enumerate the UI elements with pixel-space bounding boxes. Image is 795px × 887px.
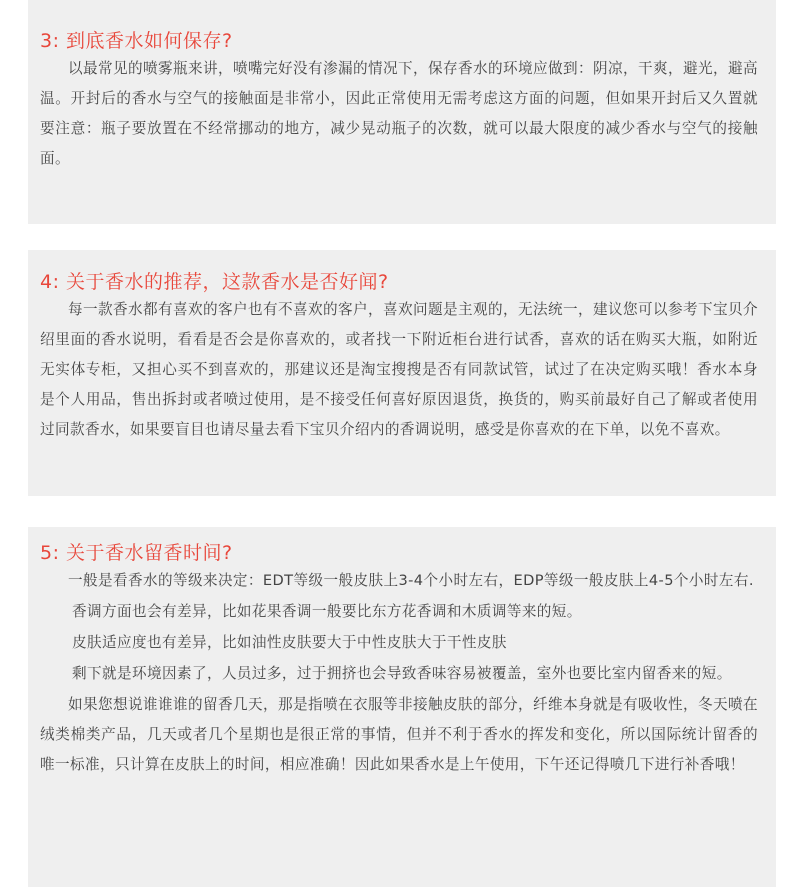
faq-section-storage — [28, 0, 776, 224]
section-paragraph: 剩下就是环境因素了，人员过多，过于拥挤也会导致香味容易被覆盖，室外也要比室内留香来的短。 — [72, 665, 732, 682]
section-paragraph: 每一款香水都有喜欢的客户也有不喜欢的客户，喜欢问题是主观的，无法统一，建议您可以参考下宝贝介绍里面的香水说明，看看是否会是你喜欢的，或者找一下附近柜台进行试香，喜欢的话在购买大瓶，如附近无实体专柜，又担心买不到喜欢的，那建议还是淘宝搜搜是否有同款试管，试过了在决定购买哦！香水本身是个人用品，售出拆封或者喷过使用，是不接受任何喜好原因退货，换货的，购买前最好自己了解或者使用过同款香水，如果要盲目也请尽量去看下宝贝介绍内的香调说明，感受是你喜欢的在下单，以免不喜欢。 — [40, 301, 758, 438]
section-title: 5: 关于香水留香时间? — [40, 542, 233, 564]
section-paragraph: 香调方面也会有差异，比如花果香调一般要比东方花香调和木质调等来的短。 — [72, 603, 582, 620]
section-title: 4: 关于香水的推荐，这款香水是否好闻? — [40, 271, 389, 293]
section-paragraph: 以最常见的喷雾瓶来讲，喷嘴完好没有渗漏的情况下，保存香水的环境应做到：阴凉，干爽，避光，避高温。开封后的香水与空气的接触面是非常小，因此正常使用无需考虑这方面的问题，但如果开封后又久置就要注意：瓶子要放置在不经常挪动的地方，减少晃动瓶子的次数，就可以最大限度的减少香水与空气的接触面。 — [40, 60, 758, 167]
section-paragraph: 皮肤适应度也有差异，比如油性皮肤要大于中性皮肤大于干性皮肤 — [72, 634, 507, 651]
section-paragraph: 如果您想说谁谁谁的留香几天，那是指喷在衣服等非接触皮肤的部分，纤维本身就是有吸收性，冬天喷在绒类棉类产品，几天或者几个星期也是很正常的事情，但并不利于香水的挥发和变化，所以国际统计留香的唯一标准，只计算在皮肤上的时间，相应准确！因此如果香水是上午使用，下午还记得喷几下进行补香哦！ — [40, 696, 758, 773]
section-title: 3: 到底香水如何保存? — [40, 30, 233, 52]
faq-section-longevity — [28, 527, 776, 887]
section-paragraph: 一般是看香水的等级来决定：EDT等级一般皮肤上3-4个小时左右，EDP等级一般皮肤上4-5个小时左右. — [68, 572, 754, 589]
faq-section-recommendation — [28, 250, 776, 496]
